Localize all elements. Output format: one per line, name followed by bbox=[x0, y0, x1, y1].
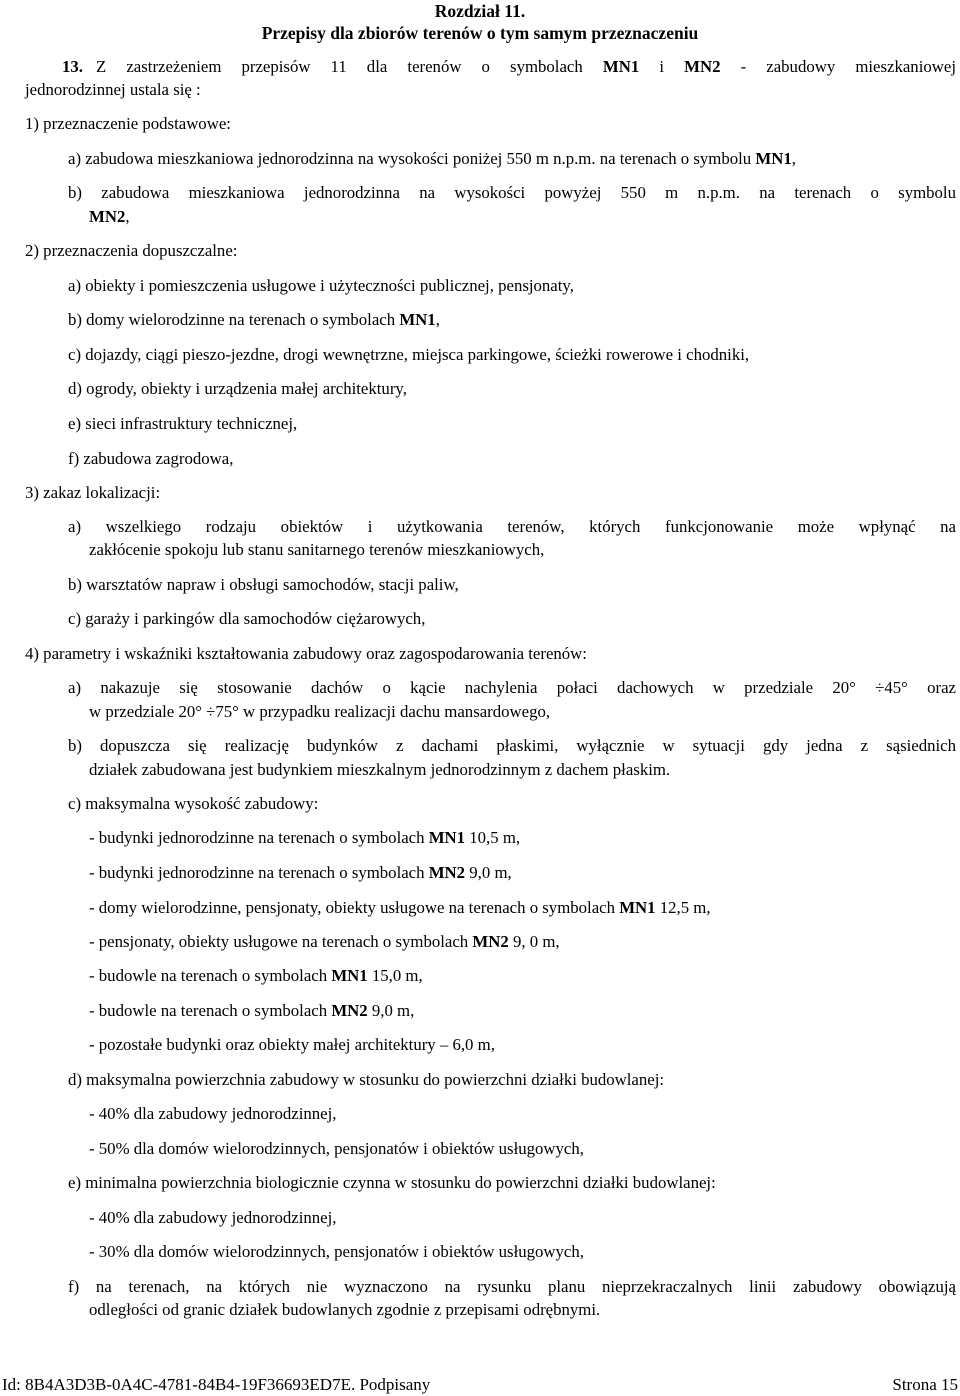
section3-item-b: b) warsztatów napraw i obsługi samochodów, stacji paliw, bbox=[68, 575, 459, 594]
paragraph-intro-line1: Z zastrzeżeniem przepisów 11 dla terenów o symbolach MN1 i MN2 - zabudowy mieszkaniowej bbox=[96, 57, 956, 76]
section4-item-c-title: c) maksymalna wysokość zabudowy: bbox=[68, 794, 319, 813]
section2-title: 2) przeznaczenia dopuszczalne: bbox=[25, 241, 238, 260]
section4-title: 4) parametry i wskaźniki kształtowania zabudowy oraz zagospodarowania terenów: bbox=[25, 644, 587, 663]
section4-item-a-line1: a) nakazuje się stosowanie dachów o kącie nachylenia połaci dachowych w przedziale 20° ÷45° oraz bbox=[68, 678, 956, 697]
paragraph-intro-line2: jednorodzinnej ustala się : bbox=[25, 80, 201, 99]
coverage-limit-item: - 50% dla domów wielorodzinnych, pensjonatów i obiektów usługowych, bbox=[89, 1139, 584, 1158]
section2-item: e) sieci infrastruktury technicznej, bbox=[68, 414, 298, 433]
height-limit-item: - budowle na terenach o symbolach MN1 15,0 m, bbox=[89, 966, 423, 985]
section1-item-b-line1: b) zabudowa mieszkaniowa jednorodzinna na wysokości powyżej 550 m n.p.m. na terenach o symbolu bbox=[68, 183, 956, 202]
height-limit-item: - budynki jednorodzinne na terenach o symbolach MN2 9,0 m, bbox=[89, 863, 512, 882]
footer-page-number: Strona 15 bbox=[892, 1375, 958, 1394]
section3-item-c: c) garaży i parkingów dla samochodów ciężarowych, bbox=[68, 609, 426, 628]
biologically-active-item: - 30% dla domów wielorodzinnych, pensjonatów i obiektów usługowych, bbox=[89, 1242, 584, 1261]
height-limit-item: - budowle na terenach o symbolach MN2 9,0 m, bbox=[89, 1001, 415, 1020]
section1-item-a: a) zabudowa mieszkaniowa jednorodzinna na wysokości poniżej 550 m n.p.m. na terenach o symbolu MN1, bbox=[68, 149, 796, 168]
section4-item-f-line2: odległości od granic działek budowlanych zgodnie z przepisami odrębnymi. bbox=[89, 1300, 601, 1319]
height-limit-item: - budynki jednorodzinne na terenach o symbolach MN1 10,5 m, bbox=[89, 828, 521, 847]
chapter-title: Przepisy dla zbiorów terenów o tym samym przeznaczeniu bbox=[261, 23, 699, 43]
section1-title: 1) przeznaczenie podstawowe: bbox=[25, 114, 231, 133]
section3-item-a-line1: a) wszelkiego rodzaju obiektów i użytkowania terenów, których funkcjonowanie może wpłynąć na bbox=[68, 517, 956, 536]
section2-item: b) domy wielorodzinne na terenach o symbolach MN1, bbox=[68, 310, 440, 329]
section2-item: d) ogrody, obiekty i urządzenia małej architektury, bbox=[68, 379, 407, 398]
paragraph-number: 13. bbox=[62, 57, 83, 76]
section2-item: c) dojazdy, ciągi pieszo-jezdne, drogi wewnętrzne, miejsca parkingowe, ścieżki rowerowe i chodniki, bbox=[68, 345, 750, 364]
section4-item-b-line2: działek zabudowana jest budynkiem mieszkalnym jednorodzinnym z dachem płaskim. bbox=[89, 760, 671, 779]
section1-item-b-line2: MN2, bbox=[89, 207, 130, 226]
height-limit-item: - domy wielorodzinne, pensjonaty, obiekty usługowe na terenach o symbolach MN1 12,5 m, bbox=[89, 898, 711, 917]
chapter-heading: Rozdział 11. bbox=[434, 1, 526, 21]
height-limit-item: - pozostałe budynki oraz obiekty małej architektury – 6,0 m, bbox=[89, 1035, 495, 1054]
section4-item-d-title: d) maksymalna powierzchnia zabudowy w stosunku do powierzchni działki budowlanej: bbox=[68, 1070, 665, 1089]
section3-item-a-line2: zakłócenie spokoju lub stanu sanitarnego terenów mieszkaniowych, bbox=[89, 540, 545, 559]
section3-title: 3) zakaz lokalizacji: bbox=[25, 483, 161, 502]
biologically-active-item: - 40% dla zabudowy jednorodzinnej, bbox=[89, 1208, 337, 1227]
section2-item: a) obiekty i pomieszczenia usługowe i użyteczności publicznej, pensjonaty, bbox=[68, 276, 574, 295]
section2-item: f) zabudowa zagrodowa, bbox=[68, 449, 234, 468]
section4-item-b-line1: b) dopuszcza się realizację budynków z dachami płaskimi, wyłącznie w sytuacji gdy jedna z sąsiednich bbox=[68, 736, 956, 755]
section4-item-a-line2: w przedziale 20° ÷75° w przypadku realizacji dachu mansardowego, bbox=[89, 702, 551, 721]
footer-document-id: Id: 8B4A3D3B-0A4C-4781-84B4-19F36693ED7E. Podpisany bbox=[2, 1375, 431, 1394]
section4-item-e-title: e) minimalna powierzchnia biologicznie czynna w stosunku do powierzchni działki budowlanej: bbox=[68, 1173, 716, 1192]
coverage-limit-item: - 40% dla zabudowy jednorodzinnej, bbox=[89, 1104, 337, 1123]
height-limit-item: - pensjonaty, obiekty usługowe na terenach o symbolach MN2 9, 0 m, bbox=[89, 932, 560, 951]
section4-item-f-line1: f) na terenach, na których nie wyznaczono na rysunku planu nieprzekraczalnych linii zabudowy obowiązują bbox=[68, 1277, 956, 1296]
